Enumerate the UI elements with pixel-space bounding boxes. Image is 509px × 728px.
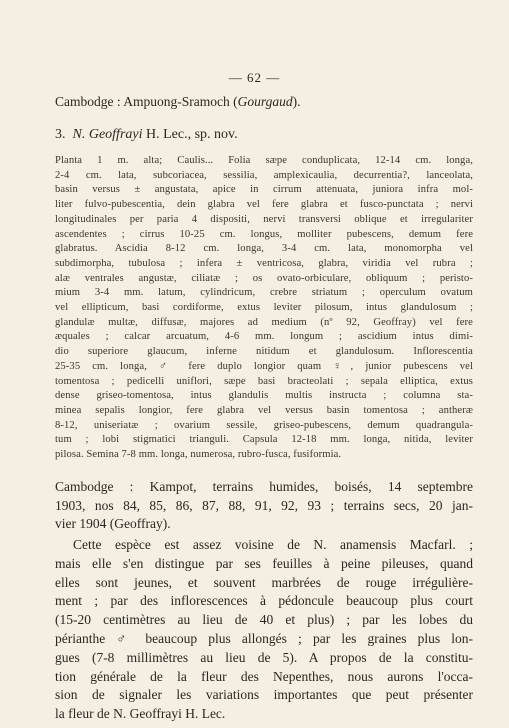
- french-line: gues (7-8 millimètres au lieu de 5). A propos de la constitu-: [55, 649, 473, 665]
- locality-line: Cambodge : Kampot, terrains humides, boisés, 14 septembre: [55, 479, 473, 494]
- french-line: tion générale de la fleur des Nepenthes, nous aurons l'occa-: [55, 668, 473, 684]
- latin-line: 2-4 cm. lata, subcoriacea, sessilia, amplexicaulia, decurrentia?, lanceolata,: [55, 169, 473, 181]
- latin-line: 8-12, uniseriatæ ; ovarium sessile, griseo-pubescens, demum quadrangula-: [55, 419, 473, 431]
- latin-line: liter fulvo-pubescentia, dein glabra vel fere glabra et fusco-punctata ; nervi: [55, 199, 473, 211]
- species-epithet: Geoffrayi: [88, 127, 143, 142]
- french-line: elles sont jeunes, et souvent marbrées de rouge irrégulière-: [55, 574, 473, 590]
- french-line: sion de signaler les variations importantes que peut présenter: [55, 687, 473, 703]
- latin-line: subdimorpha, tubulosa ; infera ± ventricosa, glabra, viridia vel rubra ;: [55, 257, 473, 269]
- locality-line: 1903, nos 84, 85, 86, 87, 88, 91, 92, 93 ; terrains secs, 20 jan-: [55, 497, 473, 513]
- french-line: périanthe ♂ beaucoup plus allongés ; par les graines plus lon-: [55, 630, 473, 646]
- species-author: H. Lec., sp. nov.: [146, 127, 238, 142]
- latin-line: vel ellipticum, basi cordiforme, extus leviter pilosum, intus glandulosum ;: [55, 302, 473, 314]
- locality-line: vier 1904 (Geoffray).: [55, 516, 171, 531]
- latin-line: Planta 1 m. alta; Caulis... Folia sæpe conduplicata, 12-14 cm. longa,: [55, 155, 473, 166]
- latin-line: basin versus ± angustata, apice in cirrum attenuata, juniora infra mol-: [55, 184, 473, 196]
- french-discussion: [55, 536, 473, 724]
- locality-text: Cambodge : Ampuong-Sramoch (: [55, 94, 238, 109]
- latin-line: dense griseo-tomentosa, intus glandulis multis instructa ; columna sta-: [55, 390, 473, 402]
- latin-line: 25-35 cm. longa, ♂ fere duplo longior quam ♀, junior pubescens vel: [55, 360, 473, 372]
- latin-line: mium 3-4 mm. latum, cylindricum, crebre striatum ; operculum ovatum: [55, 287, 473, 299]
- latin-description: [55, 154, 473, 463]
- species-genus: N.: [72, 127, 86, 142]
- latin-line: dio superiore glaucum, inferne nitidum et glandulosum. Inflorescentia: [55, 346, 473, 358]
- latin-line: alæ ventrales angustæ, ciliatæ ; os ovato-orbiculare, obliquum ; peristo-: [55, 272, 473, 284]
- latin-line: pilosa. Semina 7-8 mm. longa, numerosa, rubro-fusca, fusiformia.: [55, 449, 342, 461]
- latin-line: longitudinales per paria 4 dispositi, nervi transversi oblique et irregulariter: [55, 213, 473, 225]
- page-number: — 62 —: [228, 70, 281, 85]
- species-number: 3.: [55, 127, 66, 142]
- latin-line: minea sepalis longior, fere glabra vel versus basin tomentosa ; antheræ: [55, 404, 473, 416]
- french-line: ment ; par des inflorescences à pédoncule beaucoup plus court: [55, 593, 473, 609]
- french-line: mais elle s'en distingue par ses feuilles à peine pileuses, quand: [55, 555, 473, 571]
- latin-line: tomentosa ; pedicelli uniflori, sæpe basi bracteolati ; sepala elliptica, extus: [55, 375, 473, 387]
- french-line: (15-20 centimètres au lieu de 40 et plus) ; par les lobes du: [55, 612, 473, 628]
- latin-line: ascendentes ; cirrus 10-25 cm. longus, molliter pubescens, demum fere: [55, 228, 473, 240]
- locality-kampot: [55, 478, 473, 534]
- collector-name: Gourgaud: [237, 94, 293, 109]
- locality-close: ).: [292, 94, 301, 109]
- species-heading: [55, 127, 473, 143]
- latin-line: æquales ; calcar arcuatum, 4-6 mm. longum ; ascidium intus dimi-: [55, 331, 473, 343]
- latin-line: glabratus. Ascidia 8-12 cm. longa, 3-4 cm. lata, monomorpha vel: [55, 243, 473, 255]
- locality-ampuong: [55, 94, 473, 110]
- french-line: Cette espèce est assez voisine de N. anamensis Macfarl. ;: [73, 537, 473, 552]
- latin-line: glandulæ multæ, diffusæ, majores ad medium (nº 92, Geoffray) vel fere: [55, 316, 473, 328]
- latin-line: tum ; lobi stigmatici trianguli. Capsula 12-18 mm. longa, nitida, leviter: [55, 434, 473, 446]
- french-line: la fleur de N. Geoffrayi H. Lec.: [55, 706, 226, 722]
